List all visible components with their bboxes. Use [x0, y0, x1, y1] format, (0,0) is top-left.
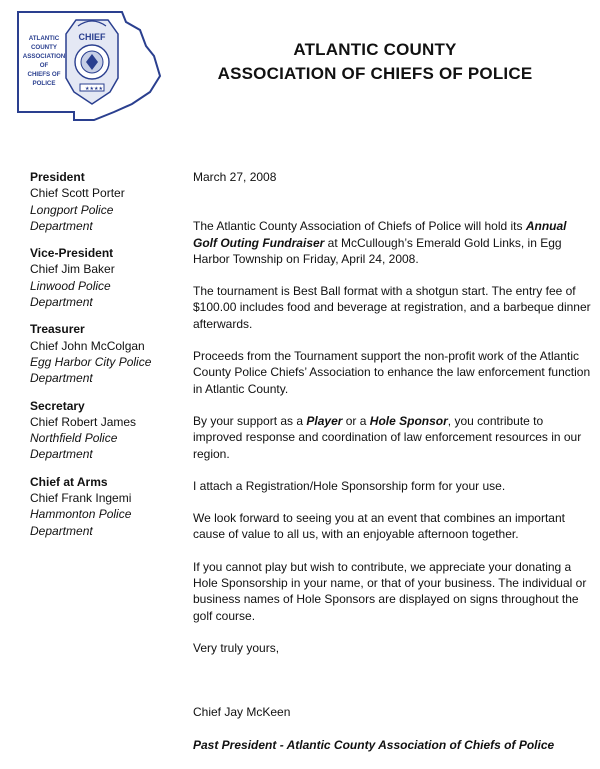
logo-text-line: ASSOCIATION: [22, 53, 66, 60]
paragraph-intro: [193, 218, 593, 267]
logo-text-line: POLICE: [32, 80, 56, 87]
officers-sidebar: [30, 169, 170, 550]
officer-name: Chief Jim Baker: [30, 262, 115, 277]
officer-role: Chief at Arms: [30, 474, 108, 489]
text-run: or a: [342, 413, 370, 428]
paragraph-proceeds: Proceeds from the Tournament support the non-profit work of the Atlantic County Police Chiefs’ Association to enhance the law enforcement function in Atlantic County.: [193, 349, 591, 396]
officer-role: Treasurer: [30, 322, 85, 337]
officer-name: Chief Frank Ingemi: [30, 491, 132, 506]
title-line-2: ASSOCIATION OF CHIEFS OF POLICE: [217, 64, 533, 83]
officer-role: Vice-President: [30, 246, 114, 261]
officer-name: Chief Robert James: [30, 414, 137, 429]
title-line-1: ATLANTIC COUNTY: [293, 40, 457, 59]
event-name: Annual Golf Outing Fundraiser: [193, 219, 567, 250]
officer-role: President: [30, 170, 85, 184]
letterhead-title: [170, 38, 580, 86]
signer-name: Chief Jay McKeen: [193, 705, 291, 720]
logo-text-line: OF: [39, 62, 49, 69]
officer-dept: Hammonton Police Department: [30, 507, 132, 538]
paragraph-format: The tournament is Best Ball format with a shotgun start. The entry fee of $100.00 includes food and beverage at registration, and a barbeque dinner afterwards.: [193, 284, 591, 331]
association-logo: [14, 8, 164, 126]
officer-treasurer: [30, 321, 170, 386]
paragraph-sponsorship: If you cannot play but wish to contribute, we appreciate your donating a Hole Sponsorship in your name, or that of your business. The individual or business names of Hole Sponsors are displayed on signs throughout the golf course.: [193, 559, 587, 623]
text-run: , you contribute to improved response and coordination of law enforcement resources in our region.: [193, 413, 582, 461]
officer-dept: Linwood Police Department: [30, 278, 111, 310]
text-run: By your support as a: [193, 413, 307, 428]
signer-title: Past President - Atlantic County Association of Chiefs of Police: [193, 737, 555, 752]
officer-chief-at-arms: [30, 474, 170, 539]
officer-name: Chief Scott Porter: [30, 186, 125, 201]
paragraph-support: [193, 413, 593, 462]
officer-dept: Northfield Police Department: [30, 431, 118, 462]
officer-vice-president: [30, 245, 170, 310]
officer-secretary: [30, 398, 170, 463]
letter-date: March 27, 2008: [193, 170, 277, 184]
letter-closing: Very truly yours,: [193, 640, 280, 655]
officer-dept: Egg Harbor City Police Department: [30, 354, 152, 386]
text-run: The Atlantic County Association of Chiefs of Police will hold its: [193, 219, 526, 234]
officer-president: [30, 169, 170, 234]
paragraph-invitation: We look forward to seeing you at an event that combines an important cause of value to all us, with an enjoyable afternoon together.: [193, 511, 565, 542]
hole-sponsor-emphasis: Hole Sponsor: [369, 413, 448, 428]
logo-text-line: COUNTY: [30, 44, 58, 51]
player-emphasis: Player: [306, 413, 343, 428]
logo-text-line: ATLANTIC: [28, 35, 60, 42]
officer-role: Secretary: [30, 398, 85, 413]
text-run: at McCullough’s Emerald Gold Links, in Egg Harbor Township on Friday, April 24, 2008.: [193, 235, 562, 266]
paragraph-attachment: I attach a Registration/Hole Sponsorship form for your use.: [193, 478, 506, 493]
logo-text-line: CHIEFS OF: [27, 71, 61, 78]
badge-label: CHIEF: [78, 32, 106, 42]
letter-body: [193, 169, 593, 769]
svg-text:★★★★: ★★★★: [85, 86, 103, 92]
officer-dept: Longport Police Department: [30, 202, 114, 233]
officer-name: Chief John McColgan: [30, 338, 145, 353]
